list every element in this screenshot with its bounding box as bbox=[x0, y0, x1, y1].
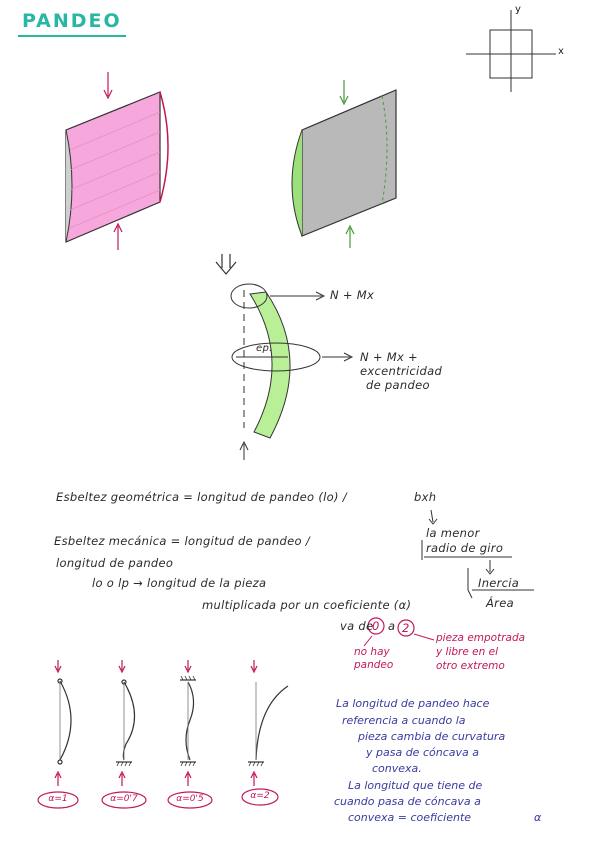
inercia-label: Inercia bbox=[478, 576, 520, 590]
pointer-zero bbox=[364, 636, 372, 646]
grey-plate-diagram bbox=[292, 80, 396, 248]
pieza-2: y libre en el bbox=[436, 646, 498, 658]
pointer-two bbox=[414, 634, 434, 640]
va-de: va de bbox=[340, 619, 374, 633]
load-label-top: N + Mx bbox=[330, 288, 375, 302]
a-word: a bbox=[388, 619, 396, 633]
column-cases bbox=[55, 660, 288, 786]
value-zero: 0 bbox=[372, 619, 380, 633]
value-two: 2 bbox=[402, 621, 410, 635]
alpha-badge-3: α=0'5 bbox=[176, 794, 204, 804]
bxh-label: bxh bbox=[414, 490, 437, 504]
esbeltez-geometrica: Esbeltez geométrica = longitud de pandeo (lo) / bbox=[56, 490, 347, 504]
eccentric-column-diagram bbox=[216, 254, 352, 460]
note-line-2: referencia a cuando la bbox=[342, 714, 466, 727]
la-menor-label: la menor bbox=[426, 526, 480, 540]
pieza-3: otro extremo bbox=[436, 660, 505, 672]
note-line-5: convexa. bbox=[372, 762, 422, 775]
no-hay-2: pandeo bbox=[354, 659, 394, 671]
longitud-pandeo: longitud de pandeo bbox=[56, 556, 174, 570]
radio-de-giro: radio de giro bbox=[426, 541, 504, 555]
multiplicada-line: multiplicada por un coeficiente (α) bbox=[202, 598, 412, 612]
page-title: PANDEO bbox=[22, 10, 122, 32]
note-line-3: pieza cambia de curvatura bbox=[358, 730, 506, 743]
note-line-1: La longitud de pandeo hace bbox=[336, 697, 490, 710]
load-label-mid-3: de pandeo bbox=[366, 378, 430, 392]
pink-plate-diagram bbox=[66, 72, 168, 250]
no-hay-1: no hay bbox=[354, 646, 390, 658]
esbeltez-mecanica: Esbeltez mecánica = longitud de pandeo / bbox=[54, 534, 310, 548]
alpha-badge-2: α=0'7 bbox=[110, 794, 138, 804]
alpha-badge-4: α=2 bbox=[250, 791, 270, 801]
xy-axis-diagram bbox=[466, 10, 556, 92]
note-line-7: cuando pasa de cóncava a bbox=[334, 795, 481, 808]
alpha-badge-1: α=1 bbox=[48, 794, 68, 804]
axis-x-label: x bbox=[558, 46, 564, 57]
axis-y-label: y bbox=[515, 4, 521, 15]
note-line-4: y pasa de cóncava a bbox=[366, 746, 479, 759]
load-label-mid-1: N + Mx + bbox=[360, 350, 418, 364]
note-line-6: La longitud que tiene de bbox=[348, 779, 483, 792]
pieza-1: pieza empotrada bbox=[436, 632, 526, 644]
note-line-8: convexa = coeficiente bbox=[348, 811, 472, 824]
area-label: Área bbox=[486, 596, 514, 610]
lo-lp-line: lo o lp → longitud de la pieza bbox=[92, 576, 267, 590]
load-label-mid-2: excentricidad bbox=[360, 364, 443, 378]
eccentricity-label: ep. bbox=[256, 343, 273, 354]
note-alpha: α bbox=[534, 811, 542, 824]
